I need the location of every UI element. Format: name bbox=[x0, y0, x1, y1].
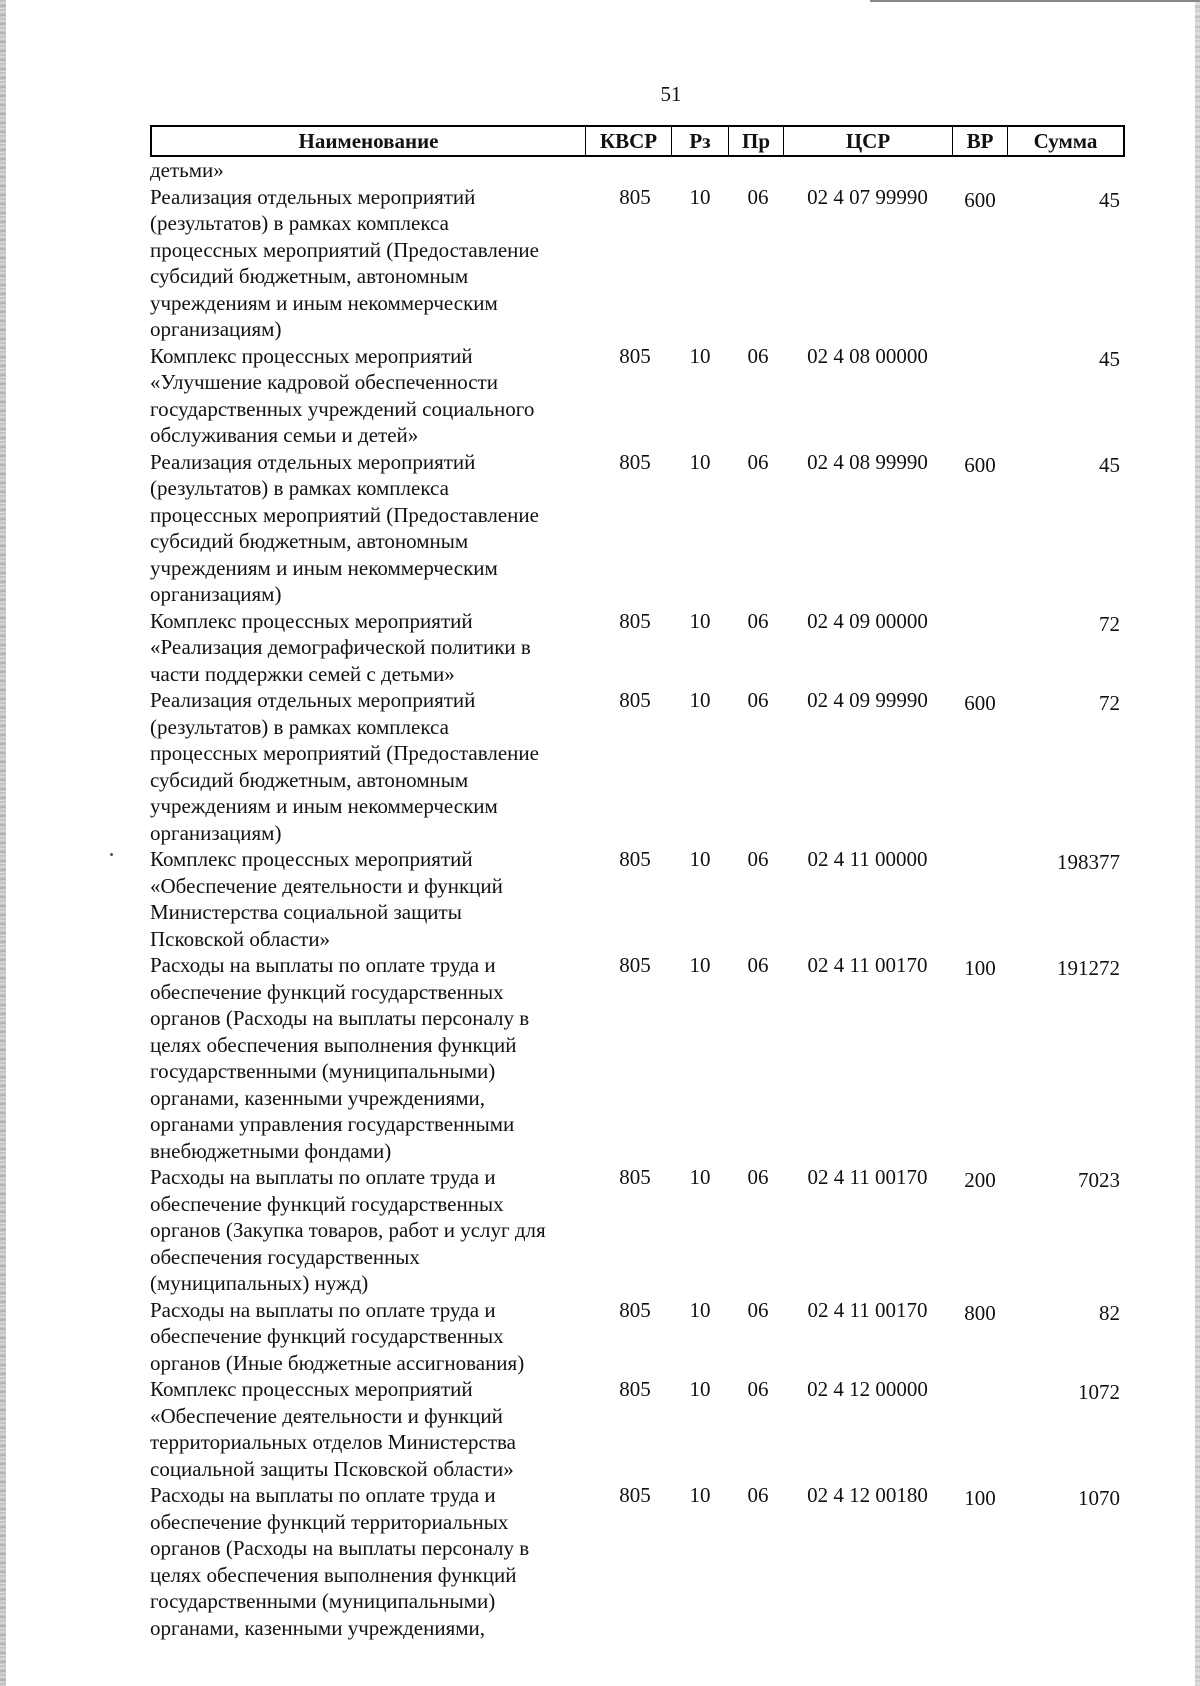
row-name-line: обеспечение функций государственных bbox=[150, 979, 504, 1004]
cell-rz: 10 bbox=[689, 1297, 711, 1322]
row-name bbox=[150, 1376, 565, 1482]
cell-csr: 02 4 12 00180 bbox=[807, 1483, 928, 1507]
cell-rz: 10 bbox=[689, 847, 711, 871]
row-name bbox=[150, 608, 565, 688]
cell-csr: 02 4 08 99990 bbox=[807, 449, 928, 474]
cell-pr: 06 bbox=[747, 608, 769, 633]
row-name-line: субсидий бюджетным, автономным bbox=[150, 529, 469, 553]
row-name-line: (результатов) в рамках комплекса bbox=[150, 714, 449, 739]
row-name-line: (результатов) в рамках комплекса bbox=[150, 211, 449, 235]
row-name-line: органами, казенными учреждениями, bbox=[150, 1085, 486, 1110]
cell-csr: 02 4 11 00170 bbox=[807, 953, 928, 977]
row-name-line: государственными (муниципальными) bbox=[150, 1589, 496, 1613]
cell-kvsr: 805 bbox=[619, 1165, 651, 1189]
table-row bbox=[150, 1376, 1125, 1482]
page-number: 51 bbox=[660, 82, 682, 106]
table-row bbox=[150, 846, 1125, 952]
cell-vr: 100 bbox=[964, 1486, 996, 1510]
row-name bbox=[150, 184, 565, 343]
cell-kvsr: 805 bbox=[619, 847, 651, 871]
table-header bbox=[150, 125, 1125, 157]
cell-rz: 10 bbox=[689, 1483, 711, 1507]
cell-sum: 45 bbox=[1099, 452, 1120, 477]
row-name-line: «Улучшение кадровой обеспеченности bbox=[150, 370, 498, 394]
row-name bbox=[150, 1482, 565, 1641]
header-vr: ВР bbox=[966, 129, 994, 153]
scan-top-line bbox=[870, 0, 1200, 2]
cell-vr: 200 bbox=[964, 1168, 996, 1192]
cell-kvsr: 805 bbox=[619, 1297, 651, 1322]
cell-csr: 02 4 11 00000 bbox=[807, 847, 928, 871]
table-row bbox=[150, 184, 1125, 343]
table-row bbox=[150, 608, 1125, 688]
row-name-line: внебюджетными фондами) bbox=[150, 1138, 392, 1163]
header-kvsr: КВСР bbox=[599, 129, 658, 153]
cell-pr: 06 bbox=[747, 688, 769, 712]
budget-table bbox=[150, 125, 1125, 1641]
row-name bbox=[150, 952, 565, 1164]
cell-rz: 10 bbox=[689, 608, 711, 633]
row-name-line: организациям) bbox=[150, 582, 282, 606]
row-name bbox=[150, 1297, 565, 1377]
cell-vr: 600 bbox=[964, 187, 996, 212]
row-name-line: целях обеспечения выполнения функций bbox=[150, 1562, 517, 1587]
cell-kvsr: 805 bbox=[619, 343, 651, 368]
row-name-line: обеспечения государственных bbox=[150, 1244, 420, 1269]
row-name-line: Комплекс процессных мероприятий bbox=[150, 847, 473, 871]
cell-rz: 10 bbox=[689, 953, 711, 977]
row-name-line: «Обеспечение деятельности и функций bbox=[150, 873, 503, 898]
row-name-line: субсидий бюджетным, автономным bbox=[150, 264, 469, 288]
cell-sum: 82 bbox=[1099, 1300, 1120, 1325]
continuation-text: детьми» bbox=[150, 158, 224, 182]
table-row bbox=[150, 1482, 1125, 1641]
cell-pr: 06 bbox=[747, 953, 769, 977]
row-name-line: (муниципальных) нужд) bbox=[150, 1271, 369, 1295]
table-body bbox=[150, 184, 1125, 1642]
row-name-line: органов (Закупка товаров, работ и услуг для bbox=[150, 1218, 546, 1242]
row-name-line: процессных мероприятий (Предоставление bbox=[150, 741, 539, 765]
row-name-line: органов (Иные бюджетные ассигнования) bbox=[150, 1350, 525, 1375]
cell-rz: 10 bbox=[689, 688, 711, 712]
cell-rz: 10 bbox=[689, 343, 711, 368]
row-name-line: субсидий бюджетным, автономным bbox=[150, 767, 469, 792]
scan-edge-left bbox=[0, 0, 6, 1686]
row-name-line: органами управления государственными bbox=[150, 1112, 515, 1136]
continuation-row bbox=[150, 157, 1125, 184]
row-name-line: государственными (муниципальными) bbox=[150, 1059, 496, 1083]
row-name-line: (результатов) в рамках комплекса bbox=[150, 476, 449, 500]
cell-sum: 1072 bbox=[1078, 1380, 1120, 1404]
scan-edge-right bbox=[1195, 0, 1200, 1686]
row-name-line: социальной защиты Псковской области» bbox=[150, 1456, 514, 1481]
cell-csr: 02 4 08 00000 bbox=[807, 343, 928, 368]
row-name-line: Расходы на выплаты по оплате труда и bbox=[150, 1165, 496, 1189]
table-row bbox=[150, 952, 1125, 1164]
row-name-line: органов (Расходы на выплаты персоналу в bbox=[150, 1006, 530, 1030]
cell-vr: 800 bbox=[964, 1300, 996, 1325]
cell-sum: 191272 bbox=[1057, 956, 1120, 980]
row-name-line: организациям) bbox=[150, 317, 282, 341]
header-pr: Пр bbox=[741, 129, 770, 153]
cell-rz: 10 bbox=[689, 1165, 711, 1189]
cell-csr: 02 4 07 99990 bbox=[807, 184, 928, 209]
row-name-line: Комплекс процессных мероприятий bbox=[150, 343, 473, 368]
table-row bbox=[150, 449, 1125, 608]
row-name-line: органами, казенными учреждениями, bbox=[150, 1615, 486, 1640]
cell-csr: 02 4 11 00170 bbox=[807, 1165, 928, 1189]
cell-kvsr: 805 bbox=[619, 608, 651, 633]
cell-csr: 02 4 09 99990 bbox=[807, 688, 928, 712]
row-name-line: Реализация отдельных мероприятий bbox=[150, 184, 476, 209]
cell-rz: 10 bbox=[689, 449, 711, 474]
cell-kvsr: 805 bbox=[619, 688, 651, 712]
cell-vr: 600 bbox=[964, 691, 996, 715]
cell-kvsr: 805 bbox=[619, 1483, 651, 1507]
row-name-line: государственных учреждений социального bbox=[150, 396, 535, 421]
row-name-line: процессных мероприятий (Предоставление bbox=[150, 237, 539, 262]
cell-pr: 06 bbox=[747, 1165, 769, 1189]
row-name-line: Расходы на выплаты по оплате труда и bbox=[150, 953, 496, 977]
cell-pr: 06 bbox=[747, 1297, 769, 1322]
cell-sum: 72 bbox=[1099, 611, 1120, 636]
cell-pr: 06 bbox=[747, 449, 769, 474]
row-name-line: органов (Расходы на выплаты персоналу в bbox=[150, 1536, 530, 1560]
cell-sum: 1070 bbox=[1078, 1486, 1120, 1510]
row-name-line: «Обеспечение деятельности и функций bbox=[150, 1403, 503, 1428]
row-name-line: территориальных отделов Министерства bbox=[150, 1430, 516, 1454]
header-name: Наименование bbox=[298, 129, 439, 153]
cell-kvsr: 805 bbox=[619, 449, 651, 474]
header-csr: ЦСР bbox=[845, 129, 891, 153]
row-name bbox=[150, 687, 565, 846]
row-name-line: Реализация отдельных мероприятий bbox=[150, 449, 476, 474]
header-rz: Рз bbox=[689, 129, 711, 153]
cell-pr: 06 bbox=[747, 847, 769, 871]
row-name-line: части поддержки семей с детьми» bbox=[150, 661, 455, 686]
cell-sum: 45 bbox=[1099, 346, 1120, 371]
row-name-line: Псковской области» bbox=[150, 926, 331, 951]
cell-rz: 10 bbox=[689, 1377, 711, 1401]
scan-speck bbox=[110, 853, 113, 856]
cell-sum: 45 bbox=[1099, 187, 1120, 212]
cell-sum: 72 bbox=[1099, 691, 1120, 715]
row-name bbox=[150, 343, 565, 449]
row-name-line: Министерства социальной защиты bbox=[150, 900, 462, 924]
row-name-line: учреждениям и иным некоммерческим bbox=[150, 555, 498, 580]
table-row bbox=[150, 343, 1125, 449]
cell-vr: 600 bbox=[964, 452, 996, 477]
cell-csr: 02 4 11 00170 bbox=[807, 1297, 928, 1322]
row-name-line: обеспечение функций государственных bbox=[150, 1191, 504, 1216]
row-name-line: Комплекс процессных мероприятий bbox=[150, 608, 473, 633]
cell-csr: 02 4 09 00000 bbox=[807, 608, 928, 633]
row-name bbox=[150, 846, 565, 952]
header-sum: Сумма bbox=[1033, 129, 1098, 153]
cell-pr: 06 bbox=[747, 1483, 769, 1507]
table-row bbox=[150, 1297, 1125, 1377]
row-name-line: обеспечение функций территориальных bbox=[150, 1509, 509, 1534]
cell-kvsr: 805 bbox=[619, 1377, 651, 1401]
cell-sum: 198377 bbox=[1057, 850, 1120, 874]
cell-kvsr: 805 bbox=[619, 953, 651, 977]
cell-sum: 7023 bbox=[1078, 1168, 1120, 1192]
row-name-line: учреждениям и иным некоммерческим bbox=[150, 290, 498, 315]
row-name-line: Расходы на выплаты по оплате труда и bbox=[150, 1297, 496, 1322]
row-name-line: обслуживания семьи и детей» bbox=[150, 423, 419, 447]
cell-csr: 02 4 12 00000 bbox=[807, 1377, 928, 1401]
row-name bbox=[150, 449, 565, 608]
cell-pr: 06 bbox=[747, 343, 769, 368]
row-name-line: Комплекс процессных мероприятий bbox=[150, 1377, 473, 1401]
row-name-line: учреждениям и иным некоммерческим bbox=[150, 794, 498, 818]
table-row bbox=[150, 1164, 1125, 1297]
row-name-line: процессных мероприятий (Предоставление bbox=[150, 502, 539, 527]
row-name-line: обеспечение функций государственных bbox=[150, 1324, 504, 1348]
cell-kvsr: 805 bbox=[619, 184, 651, 209]
table-row bbox=[150, 687, 1125, 846]
cell-vr: 100 bbox=[964, 956, 996, 980]
row-name-line: организациям) bbox=[150, 820, 282, 845]
row-name-line: «Реализация демографической политики в bbox=[150, 635, 531, 659]
cell-pr: 06 bbox=[747, 184, 769, 209]
row-name-line: Расходы на выплаты по оплате труда и bbox=[150, 1483, 496, 1507]
cell-rz: 10 bbox=[689, 184, 711, 209]
cell-pr: 06 bbox=[747, 1377, 769, 1401]
row-name bbox=[150, 1164, 565, 1297]
row-name-line: Реализация отдельных мероприятий bbox=[150, 688, 476, 712]
row-name-line: целях обеспечения выполнения функций bbox=[150, 1032, 517, 1057]
